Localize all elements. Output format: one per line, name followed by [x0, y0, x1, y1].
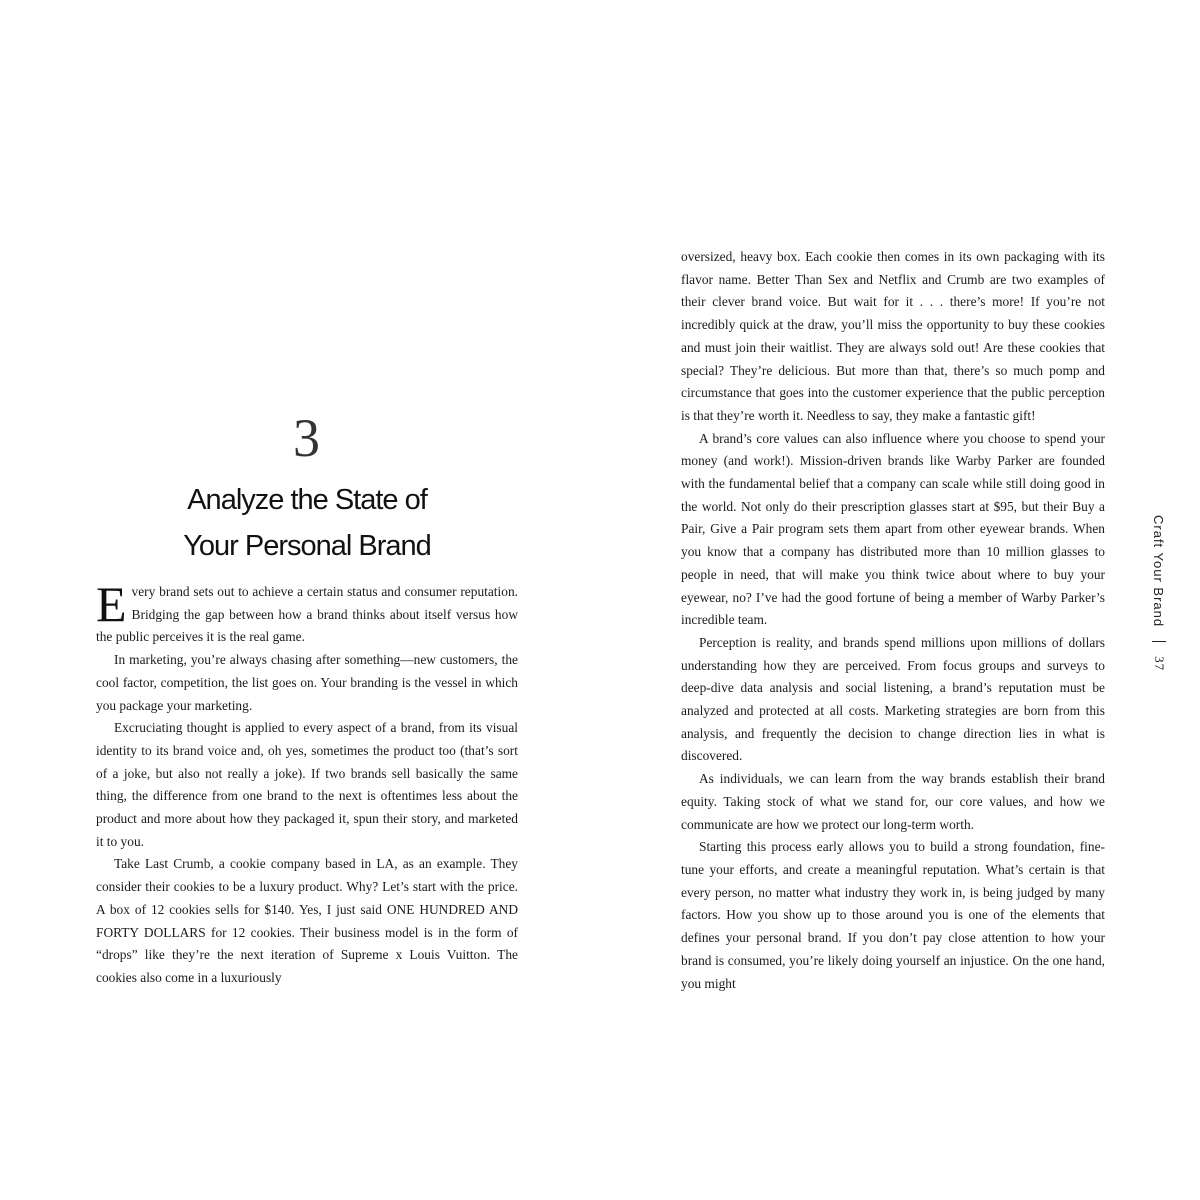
paragraph-text: very brand sets out to achieve a certain status and consumer reputation. Bridging the gap between how a brand thinks about itself versus how the public perceives it is the real game.	[96, 584, 518, 645]
chapter-number: 3	[293, 408, 321, 468]
paragraph: Perception is reality, and brands spend millions upon millions of dollars understanding how they are perceived. From focus groups and surveys to deep-dive data analysis and social listening, a brand’s reputation must be analyzed and protected at all costs. Marketing strategies are born from this analysis, and frequently the decision to change direction lies in what is discovered.	[681, 634, 1105, 764]
paragraph	[96, 576, 518, 649]
paragraph: oversized, heavy box. Each cookie then comes in its own packaging with its flavor name. Better Than Sex and Netflix and Crumb are two examples of their clever brand voice. But wait for it . . . there’s more! If you’re not incredibly quick at the draw, you’ll miss the opportunity to buy these cookies and must join their waitlist. They are always sold out! Are these cookies that special? They’re delicious. But more than that, there’s so much pomp and circumstance that goes into the customer experience that the public perception is that they’re worth it. Needless to say, they make a fantastic gift!	[681, 249, 1105, 423]
chapter-title-line-2: Your Personal Brand	[183, 530, 431, 562]
paragraph: As individuals, we can learn from the way brands establish their brand equity. Taking stock of what we stand for, our core values, and how we communicate are how we protect our long-term worth.	[681, 771, 1105, 832]
page-number: 37	[1152, 656, 1167, 672]
paragraph: A brand’s core values can also influence where you choose to spend your money (and work!). Mission-driven brands like Warby Parker are founded with the fundamental belief that a company can scale while still doing good in the world. Not only do their prescription glasses start at $95, but their Buy a Pair, Give a Pair program sets them apart from other eyewear brands. When you know that a company has distributed more than 10 million glasses to people in need, that will make you think twice about where to buy your eyewear, no? I’ve had the good fortune of being a member of Warby Parker’s incredible team.	[681, 430, 1105, 628]
paragraph: Excruciating thought is applied to every aspect of a brand, from its visual identity to its brand voice and, oh yes, sometimes the product too (that’s sort of a joke, but also not really a joke). If two brands sell basically the same thing, the difference from one brand to the next is oftentimes less about the product and more about how they packaged it, spun their story, and marketed it to you.	[96, 720, 518, 849]
paragraph: Take Last Crumb, a cookie company based in LA, as an example. They consider their cookies to be a luxury product. Why? Let’s start with the price. A box of 12 cookies sells for $140. Yes, I just said ONE HUNDRED AND FORTY DOLLARS for 12 cookies. Their business model is in the form of “drops” like they’re the next iteration of Supreme x Louis Vuitton. The cookies also come in a luxuriously	[96, 856, 518, 985]
running-head-title: Craft Your Brand	[1151, 515, 1167, 628]
paragraph: Starting this process early allows you to build a strong foundation, fine-tune your efforts, and create a meaningful reputation. What’s certain is that every person, no matter what industry they work in, is being judged by many factors. How you show up to those around you is one of the elements that defines your personal brand. If you don’t pay close attention to how your brand is consumed, you’re likely doing yourself an injustice. On the one hand, you might	[681, 839, 1105, 991]
paragraph: In marketing, you’re always chasing after something—new customers, the cool factor, competition, the list goes on. Your branding is the vessel in which you package your marketing.	[96, 652, 518, 713]
running-head	[1143, 515, 1171, 715]
running-head-divider	[1152, 641, 1166, 642]
chapter-heading	[96, 405, 518, 569]
right-body-text	[681, 246, 1105, 995]
drop-cap: E	[96, 576, 127, 632]
chapter-title	[96, 477, 518, 569]
chapter-title-line-1: Analyze the State of	[187, 484, 427, 516]
left-body-text	[96, 576, 518, 990]
